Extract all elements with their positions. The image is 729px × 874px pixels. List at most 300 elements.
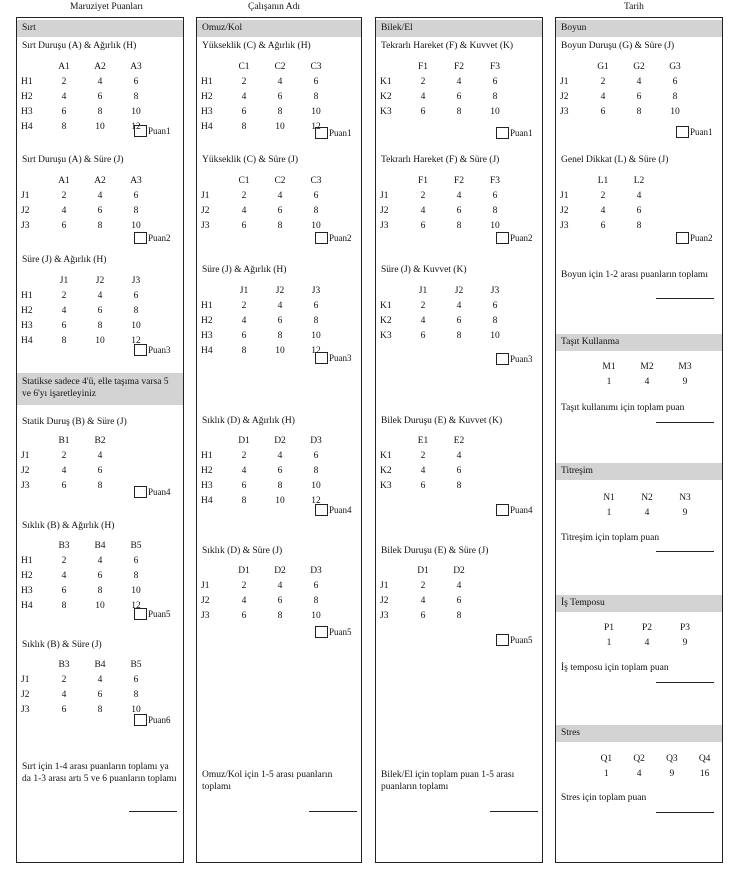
row-header: J3 [380,221,389,231]
column-header: D1 [238,436,250,446]
column-header: Q3 [666,754,678,764]
score-cell: 4 [61,690,67,700]
score-cell: 6 [133,675,139,685]
score-table [19,538,155,615]
score-cell: 8 [97,705,103,715]
table-caption: Süre (J) & Ağırlık (H) [202,265,287,275]
score-cell: 2 [241,191,247,201]
score-cell: 4 [241,466,247,476]
score-cell: 4 [241,316,247,326]
table-corner [201,565,225,578]
score-cell: 8 [277,331,283,341]
score-cell: 12 [311,122,321,132]
section-title-bilek: Bilek/El [376,20,542,37]
column-header: J2 [454,286,464,296]
column-header: G2 [633,62,645,72]
table-corner [380,175,404,188]
column-header: F2 [453,62,465,72]
column-header: L1 [597,176,609,186]
score-cell: 8 [97,107,103,117]
row-header: H1 [21,77,33,87]
row-header: K2 [380,316,392,326]
score-cell: 10 [131,321,141,331]
score-cell: 8 [492,92,498,102]
column-header: A3 [130,176,142,186]
row-header: J1 [21,451,30,461]
total-input-line[interactable] [129,811,177,812]
column-header: D2 [453,566,465,576]
score-cell: 6 [133,556,139,566]
table-corner [21,540,45,553]
score-cell: 8 [61,122,67,132]
table-caption: Genel Dikkat (L) & Süre (J) [561,155,669,165]
row-header: H2 [201,92,213,102]
score-cell: 6 [456,92,462,102]
column-header: D1 [238,566,250,576]
score-cell: 6 [277,316,283,326]
score-cell: 4 [61,466,67,476]
score-cell: 10 [311,331,321,341]
checkbox-box[interactable] [134,344,147,356]
table-caption: Tekrarlı Hareket (F) & Süre (J) [381,155,500,165]
column-header: G1 [597,62,609,72]
row-header: H1 [21,556,33,566]
row-header: J3 [201,611,210,621]
score-cell: 6 [133,77,139,87]
score-cell: 8 [313,596,319,606]
table-caption: Bilek Duruşu (E) & Kuvvet (K) [381,416,503,426]
checkbox-box[interactable] [315,626,328,638]
row-header: J3 [560,221,569,231]
table-row [21,305,153,318]
total-input-line[interactable] [656,682,714,683]
total-note: Sırt için 1-4 arası puanların toplamı ya da 1-3 arası artı 5 ve 6 puanların toplamı [22,762,177,784]
score-cell: 6 [420,611,426,621]
row-header: K2 [380,92,392,102]
score-cell: 2 [420,301,426,311]
score-cell: 4 [97,191,103,201]
score-cell: 4 [277,191,283,201]
score-cell: 6 [241,221,247,231]
score-cell: 6 [420,331,426,341]
total-input-line[interactable] [309,811,357,812]
section-title-boyun: Boyun [556,20,722,37]
column-header: C3 [310,176,322,186]
row-header: J1 [201,191,210,201]
column-header: M2 [640,362,654,372]
score-cell: 8 [97,221,103,231]
table-row [21,585,153,598]
table-corner [201,175,225,188]
score-cell: 2 [241,581,247,591]
row-header: H1 [201,77,213,87]
score-cell: 4 [456,581,462,591]
column-header: A1 [58,176,70,186]
score-cell: 10 [131,586,141,596]
table-row [201,480,333,493]
score-cell: 6 [61,705,67,715]
checkbox-box[interactable] [676,232,689,244]
checkbox-box[interactable] [134,486,147,498]
score-cell: 4 [420,596,426,606]
score-table [199,283,335,360]
table-corner [21,275,45,288]
score-cell: 10 [490,221,500,231]
score-table [378,59,514,121]
table-row [201,465,333,478]
row-header: K1 [380,451,392,461]
score-cell: 8 [277,107,283,117]
checkbox-box[interactable] [496,634,509,646]
score-cell: 6 [61,321,67,331]
table-corner [380,565,404,578]
table-row [21,465,117,478]
score-cell: 2 [241,77,247,87]
column-header: A1 [58,62,70,72]
score-cell: 6 [241,481,247,491]
section-title-titresim: Titreşim [556,463,722,480]
table-corner [201,435,225,448]
score-cell: 6 [313,77,319,87]
score-cell: 8 [313,466,319,476]
score-cell: 4 [636,77,642,87]
section-title-tasit: Taşıt Kullanma [556,334,722,351]
table-row [201,345,333,358]
column-header: F2 [453,176,465,186]
row-header: J1 [560,191,569,201]
row-header: H3 [201,331,213,341]
table-row [380,220,512,233]
score-cell: 6 [456,206,462,216]
row-header: H2 [201,466,213,476]
column-header: F3 [489,176,501,186]
section-title-tempo: İş Temposu [556,595,722,612]
table-corner [380,285,404,298]
column-boyun: Boyun Boyun Duruşu (G) & Süre (J) G1 G2 G3 J1 2 4 6 J2 4 6 8 J3 6 8 10 Puan1 Genel Dikkat (L) & Süre (J) L1 L2 J1 2 4 J2 4 6 J3 6 8 Puan2 Boyun için 1-2 arası puanların toplamı Taşıt Kullanma M1 M2 M3 1 4 9 Taşıt kullanımı için toplam puan Titreşim N1 N2 N3 1 4 9 Titreşim için toplam puan İş Temposu P1 P2 P3 1 4 9 İş temposu için toplam puan Stres Q1 Q2 Q3 Q4 1 4 9 16 Stres için toplam puan [555,17,723,863]
table-corner [201,61,225,74]
table-row [201,205,333,218]
score-cell: 6 [277,206,283,216]
table-row [380,190,512,203]
table-corner [560,175,584,188]
table-row [380,315,512,328]
row-header: J3 [21,221,30,231]
table-row [21,674,153,687]
row-header: K3 [380,107,392,117]
score-cell: 6 [456,466,462,476]
score-cell: 8 [277,481,283,491]
score-cell: 6 [456,316,462,326]
total-input-line[interactable] [656,422,714,423]
score-table [199,173,335,235]
score-cell: 4 [420,316,426,326]
score-cell: 6 [456,596,462,606]
label-row [591,622,703,635]
column-header: J1 [59,276,69,286]
row-header: H4 [21,336,33,346]
table-row [380,300,512,313]
score-cell: 6 [420,107,426,117]
score-cell: 4 [61,206,67,216]
column-header: B2 [94,436,106,446]
score-cell: 6 [313,581,319,591]
score-cell: 8 [313,316,319,326]
score-cell: 6 [313,451,319,461]
table-row [21,689,153,702]
score-cell: 8 [456,221,462,231]
table-row [380,465,476,478]
row-header: H3 [21,586,33,596]
score-cell: 2 [61,675,67,685]
total-note: Titreşim için toplam puan [561,533,660,543]
table-row [380,595,476,608]
table-corner [380,61,404,74]
table-row [560,91,692,104]
score-cell: 4 [97,291,103,301]
table-row [380,480,476,493]
score-cell: 10 [95,601,105,611]
checkbox-box[interactable] [676,126,689,138]
column-header: C3 [310,62,322,72]
row-header: H2 [201,316,213,326]
table-row [201,121,333,134]
score-cell: 6 [61,586,67,596]
score-cell: 2 [420,191,426,201]
checkbox-box[interactable] [315,352,328,364]
score-cell: 1 [604,769,609,779]
section-title-stres: Stres [556,725,722,742]
static-note: Statikse sadece 4'ü, elle taşıma varsa 5 ve 6'yı işaretleyiniz [17,373,183,405]
score-cell: 8 [241,346,247,356]
column-header: D3 [310,566,322,576]
table-row [201,220,333,233]
column-header: M1 [602,362,616,372]
table-caption: Boyun Duruşu (G) & Süre (J) [561,41,675,51]
column-header: C2 [274,176,286,186]
column-sirt: Sırt Sırt Duruşu (A) & Ağırlık (H) A1 A2 A3 H1 2 4 6 H2 4 6 8 H3 6 8 10 H4 8 10 12 Puan1 Sırt Duruşu (A) & Süre (J) A1 A2 A3 J1 2 4 6 J2 4 6 8 J3 6 8 10 Puan2 Süre (J) & Ağırlık (H) J1 J2 J3 H1 2 4 6 H2 4 6 8 H3 6 8 10 H4 8 10 12 Puan3 Statikse sadece 4'ü, elle taşıma varsa 5 ve 6'yı işaretleyiniz Statik Duruş (B) & Süre (J) B1 B2 J1 2 4 J2 4 6 J3 6 8 Puan4 Sıklık (B) & Ağırlık (H) B3 B4 B5 H1 2 4 6 H2 4 6 8 H3 6 8 10 H4 8 10 12 Puan5 Sıklık (B) & Süre (J) B3 B4 B5 J1 2 4 6 J2 4 6 8 J3 6 8 10 Puan6 Sırt için 1-4 arası puanların toplamı ya da 1-3 arası artı 5 ve 6 puanların toplamı [16,17,184,863]
score-cell: 10 [490,331,500,341]
score-cell: 8 [636,107,642,117]
row-header: H4 [21,122,33,132]
score-cell: 4 [644,377,650,387]
score-cell: 4 [456,451,462,461]
checkbox-box[interactable] [134,125,147,137]
table-row [560,205,656,218]
score-cell: 9 [669,769,675,779]
total-input-line[interactable] [656,812,714,813]
column-header: B5 [130,660,142,670]
score-cell: 4 [61,571,67,581]
column-header: D3 [310,436,322,446]
score-cell: 10 [275,496,285,506]
score-cell: 8 [672,92,678,102]
score-cell: 10 [95,122,105,132]
score-cell: 10 [311,481,321,491]
table-caption: Yükseklik (C) & Süre (J) [202,155,299,165]
total-note: Omuz/Kol için 1-5 arası puanların toplamı [202,770,333,792]
table-caption: Sıklık (B) & Ağırlık (H) [22,521,115,531]
score-cell: 10 [670,107,680,117]
score-cell: 6 [600,221,606,231]
score-cell: 10 [275,346,285,356]
column-header: J1 [239,286,249,296]
total-input-line[interactable] [490,811,538,812]
row-header: K1 [380,301,392,311]
score-cell: 8 [456,481,462,491]
score-row-table [589,751,722,783]
row-header: H2 [21,306,33,316]
score-cell: 10 [311,107,321,117]
score-row-table [589,620,705,652]
score-cell: 1 [606,638,612,648]
section-title-sirt: Sırt [17,20,183,37]
column-header: B3 [58,660,70,670]
score-cell: 6 [672,77,678,87]
table-corner [380,435,404,448]
checkbox-box[interactable] [315,504,328,516]
table-row [201,315,333,328]
score-cell: 6 [61,107,67,117]
table-row [201,495,333,508]
row-header: J2 [201,596,210,606]
score-cell: 8 [456,611,462,621]
table-row [201,330,333,343]
score-cell: 6 [97,466,103,476]
row-header: K3 [380,481,392,491]
score-cell: 12 [131,122,141,132]
checkbox-box[interactable] [315,127,328,139]
score-cell: 2 [61,77,67,87]
column-header: M3 [678,362,692,372]
row-header: J3 [21,481,30,491]
checkbox-box[interactable] [496,127,509,139]
row-header: H3 [21,321,33,331]
table-row [380,450,476,463]
score-cell: 4 [456,301,462,311]
column-header: P2 [641,623,653,633]
table-corner [21,435,45,448]
row-header: J2 [21,466,30,476]
score-cell: 6 [313,191,319,201]
score-cell: 4 [277,581,283,591]
column-header: A2 [94,62,106,72]
row-header: J3 [560,107,569,117]
score-cell: 6 [420,481,426,491]
score-cell: 2 [61,556,67,566]
row-header: J1 [21,191,30,201]
table-caption: Sıklık (B) & Süre (J) [22,640,102,650]
score-cell: 8 [133,690,139,700]
table-corner [21,659,45,672]
score-table [19,273,155,350]
table-corner [21,61,45,74]
table-row [21,106,153,119]
value-row [591,768,720,781]
score-cell: 4 [97,556,103,566]
total-input-line[interactable] [656,551,714,552]
checkbox-box[interactable] [496,353,509,365]
score-cell: 4 [644,638,650,648]
score-cell: 8 [61,336,67,346]
table-row [380,76,512,89]
column-header: Q2 [633,754,645,764]
score-cell: 8 [492,316,498,326]
score-cell: 6 [61,221,67,231]
score-cell: 1 [606,508,612,518]
score-cell: 6 [277,466,283,476]
score-table [19,173,155,235]
row-header: J1 [560,77,569,87]
score-cell: 12 [131,336,141,346]
total-input-line[interactable] [656,298,714,299]
value-row [591,376,703,389]
score-cell: 8 [61,601,67,611]
score-cell: 6 [97,306,103,316]
score-cell: 2 [241,301,247,311]
score-cell: 4 [636,191,642,201]
score-cell: 4 [61,92,67,102]
score-table [378,563,478,625]
table-row [201,610,333,623]
column-header: F1 [417,176,429,186]
score-cell: 4 [277,77,283,87]
score-cell: 8 [97,321,103,331]
score-cell: 2 [420,77,426,87]
score-cell: 10 [275,122,285,132]
row-header: K1 [380,77,392,87]
score-cell: 10 [490,107,500,117]
score-cell: 4 [600,206,606,216]
checkbox-box[interactable] [496,232,509,244]
score-cell: 6 [97,206,103,216]
column-header: J3 [490,286,500,296]
checkbox-box[interactable] [134,608,147,620]
row-header: H3 [21,107,33,117]
column-header: F3 [489,62,501,72]
score-cell: 8 [133,92,139,102]
table-row [21,76,153,89]
score-cell: 9 [682,638,688,648]
row-header: H4 [201,346,213,356]
checkbox-box[interactable] [134,714,147,726]
score-cell: 6 [600,107,606,117]
score-cell: 6 [61,481,67,491]
row-header: H4 [201,122,213,132]
table-row [21,290,153,303]
score-cell: 4 [241,206,247,216]
checkbox-box[interactable] [315,232,328,244]
table-caption: Sırt Duruşu (A) & Ağırlık (H) [22,41,137,51]
column-header: Q4 [698,754,711,764]
table-row [21,205,153,218]
column-header: C2 [274,62,286,72]
table-row [560,220,656,233]
column-header: P1 [603,623,615,633]
score-table [19,433,119,495]
label-row [591,492,703,505]
checkbox-box[interactable] [134,232,147,244]
score-cell: 6 [420,221,426,231]
column-bilek-el: Bilek/El Tekrarlı Hareket (F) & Kuvvet (K) F1 F2 F3 K1 2 4 6 K2 4 6 8 K3 6 8 10 Puan1 Tekrarlı Hareket (F) & Süre (J) F1 F2 F3 J1 2 4 6 J2 4 6 8 J3 6 8 10 Puan2 Süre (J) & Kuvvet (K) J1 J2 J3 K1 2 4 6 K2 4 6 8 K3 6 8 10 Puan3 Bilek Duruşu (E) & Kuvvet (K) E1 E2 K1 2 4 K2 4 6 K3 6 8 Puan4 Bilek Duruşu (E) & Süre (J) D1 D2 J1 2 4 J2 4 6 J3 6 8 Puan5 Bilek/El için toplam puan 1-5 arası puanların toplamı [375,17,543,863]
column-header: N1 [603,493,615,503]
row-header: J2 [380,206,389,216]
score-cell: 4 [277,451,283,461]
table-corner [21,175,45,188]
table-row [560,106,692,119]
table-row [560,190,656,203]
score-cell: 4 [97,77,103,87]
checkbox-box[interactable] [496,504,509,516]
